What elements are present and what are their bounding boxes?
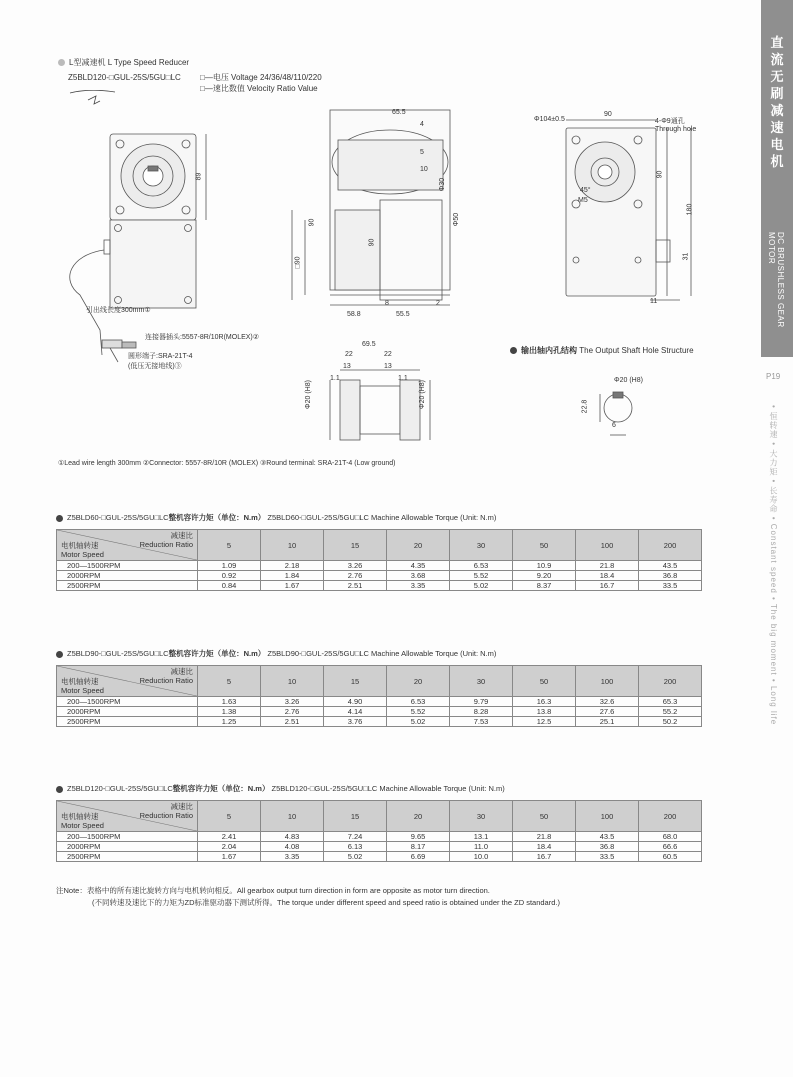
ratio-header: 10 — [261, 801, 324, 832]
shaft-heading — [510, 346, 694, 356]
ratio-header: 30 — [450, 801, 513, 832]
dim-label: 89 — [195, 172, 203, 181]
ratio-header: 100 — [576, 801, 639, 832]
torque-table-120 — [56, 800, 702, 862]
side-title-en: DC BRUSHLESS GEAR MOTOR — [767, 232, 785, 328]
bullet-icon — [58, 59, 65, 66]
bullet-icon — [56, 515, 63, 522]
ratio-header: 15 — [324, 530, 387, 561]
dim-label: 90 — [656, 170, 664, 179]
page-number: P19 — [766, 372, 781, 381]
dim-label: 58.8 — [347, 311, 361, 318]
ratio-header: 15 — [324, 666, 387, 697]
lead-wire-label: 引出线长度300mm① — [86, 307, 151, 314]
table-title: Z5BLD60-□GUL-25S/5GU□LC整机容许力矩（单位：N.m） Z5BLD60-□GUL-25S/5GU□LC Machine Allowable Torque (Unit: N.m) — [56, 512, 496, 523]
shaft-w-label: 6 — [612, 422, 616, 429]
torque-table-90 — [56, 665, 702, 727]
dim-label: 65.5 — [392, 109, 406, 116]
dim-label: 22 — [345, 351, 353, 358]
section-title-en: L Type Speed Reducer — [107, 58, 190, 67]
table-row: 2500RPM 0.84 1.67 2.51 3.35 5.02 8.37 16.7 33.5 — [57, 581, 702, 591]
bullet-icon — [56, 786, 63, 793]
ratio-header: 200 — [639, 530, 702, 561]
ratio-header: 200 — [639, 801, 702, 832]
table-row: 2500RPM 1.67 3.35 5.02 6.69 10.0 16.7 33.5 60.5 — [57, 852, 702, 862]
ratio-header: 15 — [324, 801, 387, 832]
dim-label: 2 — [436, 300, 440, 307]
technical-drawing — [40, 90, 760, 470]
shaft-h-label: 22.8 — [581, 399, 589, 414]
side-title-cn: 直流无刷减速电机 — [770, 35, 784, 169]
dim-label: 55.5 — [396, 311, 410, 318]
dim-label: 90 — [368, 238, 376, 247]
section-title-cn: L型减速机 — [69, 58, 106, 67]
dim-label: Through hole — [655, 126, 697, 133]
table-row: 2500RPM 1.25 2.51 3.76 5.02 7.53 12.5 25.1 50.2 — [57, 717, 702, 727]
ratio-header: 30 — [450, 666, 513, 697]
dim-label: Φ20 (H8) — [418, 380, 426, 409]
table-row: 2000RPM 2.04 4.08 6.13 8.17 11.0 18.4 36.8 66.6 — [57, 842, 702, 852]
dim-label: 69.5 — [362, 341, 376, 348]
dim-label: M5 — [578, 197, 588, 204]
table-title: Z5BLD120-□GUL-25S/5GU□LC整机容许力矩（单位：N.m） Z5BLD120-□GUL-25S/5GU□LC Machine Allowable Torque (Unit: N.m) — [56, 783, 505, 794]
ratio-header: 50 — [513, 801, 576, 832]
shaft-title-cn: 输出轴内孔结构 — [521, 346, 577, 355]
dim-label: 90 — [604, 111, 612, 118]
dim-label: 5 — [420, 149, 424, 156]
table-row: 2000RPM 1.38 2.76 4.14 5.52 8.28 13.8 27.6 55.2 — [57, 707, 702, 717]
bullet-icon — [56, 651, 63, 658]
torque-table-60 — [56, 529, 702, 591]
table-header-row — [57, 666, 702, 697]
dim-label: 1.1 — [330, 375, 340, 382]
dim-label: 13 — [384, 363, 392, 370]
bullet-icon — [510, 347, 517, 354]
ratio-header: 30 — [450, 530, 513, 561]
ratio-note: □—速比数值 Velocity Ratio Value — [200, 84, 318, 93]
table-corner: 减速比 Reduction Ratio 电机轴转速 Motor Speed — [57, 801, 198, 832]
ratio-header: 10 — [261, 530, 324, 561]
shaft-title-en: The Output Shaft Hole Structure — [579, 346, 694, 355]
ratio-header: 100 — [576, 666, 639, 697]
ratio-header: 10 — [261, 666, 324, 697]
ratio-header: 5 — [198, 530, 261, 561]
note-line-2: (不同转速及速比下的力矩为ZD标准驱动器下测试所得。The torque under different speed and speed ratio is obtained under the ZD standard.) — [92, 898, 560, 907]
ratio-header: 5 — [198, 666, 261, 697]
drawing-footnote: ①Lead wire length 300mm ②Connector: 5557-8R/10R (MOLEX) ③Round terminal: SRA-21T-4 (Low ground) — [58, 460, 396, 467]
model-code: Z5BLD120-□GUL-25S/5GU□LC — [68, 73, 181, 82]
dim-label: 11 — [650, 298, 658, 305]
dim-label: 4-Φ9通孔 — [655, 118, 685, 125]
ratio-header: 200 — [639, 666, 702, 697]
dim-label: 13 — [343, 363, 351, 370]
ratio-header: 5 — [198, 801, 261, 832]
dim-label: 22 — [384, 351, 392, 358]
ratio-header: 100 — [576, 530, 639, 561]
table-row: 200—1500RPM 1.63 3.26 4.90 6.53 9.79 16.3 32.6 65.3 — [57, 697, 702, 707]
note-line-1: 注Note：表格中的所有速比旋转方向与电机转向相反。All gearbox output turn direction in form are opposite as motor turn direction. — [56, 886, 490, 895]
dim-label: Φ50 — [453, 212, 461, 227]
ratio-header: 20 — [387, 530, 450, 561]
dim-label: 1.1 — [398, 375, 408, 382]
table-row: 2000RPM 0.92 1.84 2.76 3.68 5.52 9.20 18.4 36.8 — [57, 571, 702, 581]
voltage-note: □—电压 Voltage 24/36/48/110/220 — [200, 73, 322, 82]
ratio-header: 50 — [513, 530, 576, 561]
dim-label: 180 — [686, 203, 694, 216]
dim-label: 45° — [580, 187, 591, 194]
ratio-header: 20 — [387, 801, 450, 832]
connector-label: 连接器插头:5557-8R/10R(MOLEX)② — [145, 334, 260, 341]
dim-label: □90 — [294, 256, 302, 269]
dim-label: Φ20 (H8) — [304, 380, 312, 409]
table-header-row — [57, 530, 702, 561]
side-features: • 恒转速 • 大力矩 • 长寿命 • Constant speed • The big moment • Long life — [769, 405, 778, 726]
dim-label: 31 — [682, 252, 690, 261]
dim-label: 90 — [308, 218, 316, 227]
table-corner: 减速比 Reduction Ratio 电机轴转速 Motor Speed — [57, 666, 198, 697]
dim-label: Φ104±0.5 — [534, 116, 565, 123]
section-heading — [58, 58, 189, 68]
dim-label: Φ30 — [439, 177, 447, 192]
ratio-header: 20 — [387, 666, 450, 697]
shaft-dia-label: Φ20 (H8) — [614, 377, 643, 384]
table-row: 200—1500RPM 1.09 2.18 3.26 4.35 6.53 10.9 21.8 43.5 — [57, 561, 702, 571]
table-title: Z5BLD90-□GUL-25S/5GU□LC整机容许力矩（单位：N.m） Z5BLD90-□GUL-25S/5GU□LC Machine Allowable Torque (Unit: N.m) — [56, 648, 496, 659]
table-header-row — [57, 801, 702, 832]
dim-label: 4 — [420, 121, 424, 128]
dim-label: 8 — [385, 300, 389, 307]
terminal-note: (低压无接地线)③ — [128, 363, 182, 370]
terminal-label: 圆形端子:SRA-21T-4 — [128, 353, 193, 360]
ratio-header: 50 — [513, 666, 576, 697]
table-corner: 减速比 Reduction Ratio 电机轴转速 Motor Speed — [57, 530, 198, 561]
table-row: 200—1500RPM 2.41 4.83 7.24 9.65 13.1 21.8 43.5 68.0 — [57, 832, 702, 842]
dim-label: 10 — [420, 166, 428, 173]
